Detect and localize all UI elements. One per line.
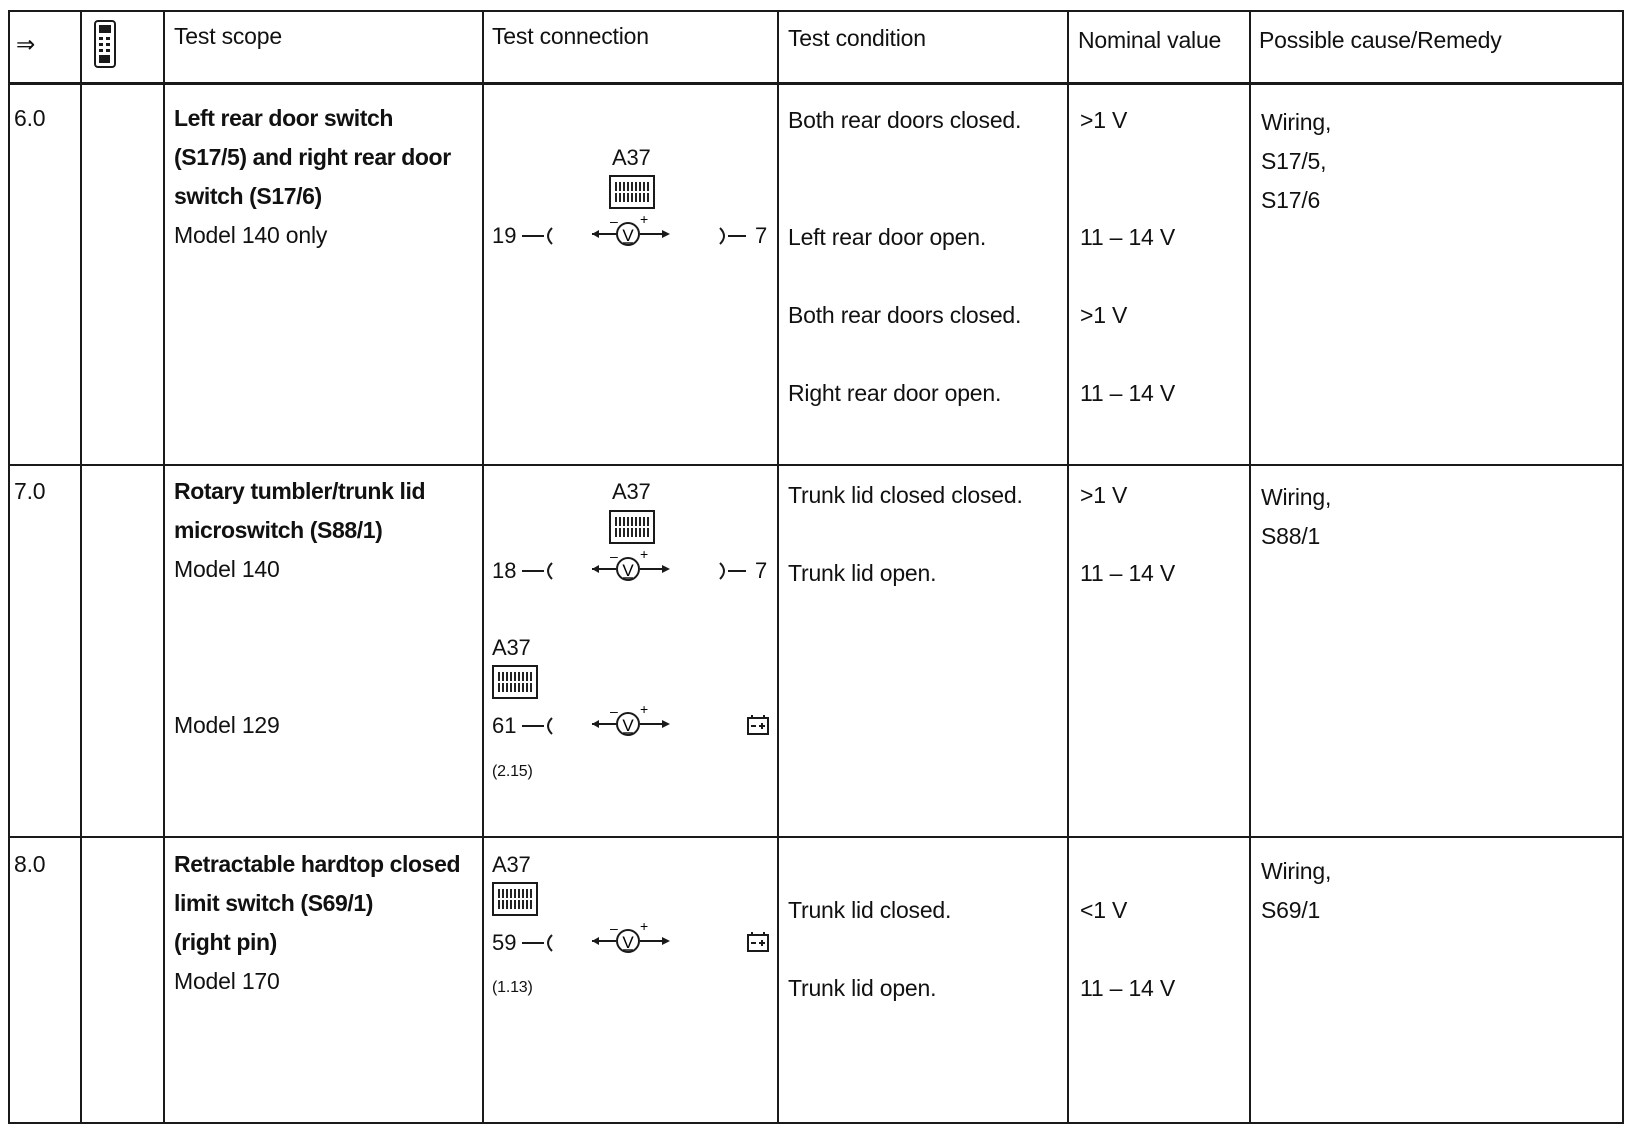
model-note: Model 129	[174, 712, 280, 738]
column-divider	[1249, 10, 1251, 1124]
pin-number: 61	[492, 713, 517, 738]
step-number: 8.0	[14, 851, 46, 877]
nominal-value: >1 V	[1080, 482, 1128, 508]
socket-right-icon	[718, 226, 748, 251]
control-unit-icon	[609, 175, 655, 209]
model-note: Model 140 only	[174, 222, 328, 248]
socket-left-icon	[522, 716, 556, 741]
test-condition: Trunk lid closed.	[788, 897, 952, 923]
test-scope-line: limit switch (S69/1)	[174, 890, 374, 916]
handheld-tester-icon	[92, 20, 118, 73]
column-divider	[8, 10, 10, 1124]
arrow-header: ⇒	[16, 31, 36, 57]
control-unit-icon	[609, 510, 655, 544]
test-scope-line: (right pin)	[174, 929, 277, 955]
nominal-value: 11 – 14 V	[1080, 560, 1175, 586]
nominal-value: >1 V	[1080, 107, 1128, 133]
test-condition: Right rear door open.	[788, 380, 1002, 406]
test-condition: Trunk lid open.	[788, 975, 937, 1001]
control-unit-icon	[492, 665, 538, 699]
voltmeter-icon	[590, 919, 672, 960]
header-test-scope: Test scope	[174, 23, 282, 49]
test-condition: Both rear doors closed.	[788, 302, 1022, 328]
control-unit-label: A37	[492, 852, 531, 877]
svg-text:V: V	[622, 561, 634, 580]
nominal-value: 11 – 14 V	[1080, 975, 1175, 1001]
control-unit-icon	[492, 882, 538, 916]
column-divider	[777, 10, 779, 1124]
svg-text:+: +	[640, 918, 649, 934]
column-divider	[1067, 10, 1069, 1124]
test-condition: Trunk lid open.	[788, 560, 937, 586]
control-unit-label: A37	[612, 479, 651, 504]
pin-number: 18	[492, 558, 517, 583]
test-condition: Trunk lid closed closed.	[788, 482, 1023, 508]
voltmeter-icon	[590, 547, 672, 588]
column-divider	[80, 10, 82, 1124]
svg-text:V: V	[622, 716, 634, 735]
table-bottom-border	[8, 1122, 1622, 1124]
socket-left-icon	[522, 561, 556, 586]
table-top-border	[8, 10, 1622, 12]
svg-text:+: +	[640, 546, 649, 562]
nominal-value: >1 V	[1080, 302, 1128, 328]
nominal-value: 11 – 14 V	[1080, 380, 1175, 406]
socket-left-icon	[522, 226, 556, 251]
header-nominal-value: Nominal value	[1078, 27, 1222, 53]
nominal-value: 11 – 14 V	[1080, 224, 1175, 250]
battery-icon	[746, 931, 770, 958]
reference-note: (2.15)	[492, 763, 533, 780]
test-scope-line: microswitch (S88/1)	[174, 517, 383, 543]
svg-text:+: +	[640, 211, 649, 227]
remedy-line: S17/6	[1261, 187, 1321, 213]
step-number: 7.0	[14, 478, 46, 504]
step-number: 6.0	[14, 105, 46, 131]
remedy-line: Wiring,	[1261, 858, 1332, 884]
test-scope-line: Rotary tumbler/trunk lid	[174, 478, 426, 504]
socket-left-icon	[522, 933, 556, 958]
column-divider	[482, 10, 484, 1124]
test-scope-line: (S17/5) and right rear door	[174, 144, 451, 170]
remedy-line: Wiring,	[1261, 484, 1332, 510]
header-test-connection: Test connection	[492, 23, 649, 49]
remedy-line: S88/1	[1261, 523, 1321, 549]
remedy-line: S69/1	[1261, 897, 1321, 923]
pin-number: 59	[492, 930, 517, 955]
svg-text:V: V	[622, 226, 634, 245]
svg-text:–: –	[610, 703, 618, 719]
header-divider	[8, 82, 1622, 85]
test-condition: Left rear door open.	[788, 224, 987, 250]
model-note: Model 140	[174, 556, 280, 582]
remedy-line: S17/5,	[1261, 148, 1327, 174]
column-divider	[1622, 10, 1624, 1124]
model-note: Model 170	[174, 968, 280, 994]
pin-number: 7	[755, 558, 768, 583]
test-scope-line: Left rear door switch	[174, 105, 394, 131]
voltmeter-icon	[590, 212, 672, 253]
pin-number: 19	[492, 223, 517, 248]
socket-right-icon	[718, 561, 748, 586]
header-test-condition: Test condition	[788, 25, 926, 51]
row-divider	[8, 464, 1622, 466]
svg-text:V: V	[622, 933, 634, 952]
control-unit-label: A37	[492, 635, 531, 660]
header-remedy: Possible cause/Remedy	[1259, 27, 1502, 53]
reference-note: (1.13)	[492, 979, 533, 996]
voltmeter-icon	[590, 702, 672, 743]
test-scope-line: Retractable hardtop closed	[174, 851, 461, 877]
test-scope-line: switch (S17/6)	[174, 183, 322, 209]
battery-icon	[746, 714, 770, 741]
svg-text:+: +	[640, 701, 649, 717]
svg-text:–: –	[610, 920, 618, 936]
test-condition: Both rear doors closed.	[788, 107, 1022, 133]
svg-text:–: –	[610, 548, 618, 564]
column-divider	[163, 10, 165, 1124]
svg-text:–: –	[610, 213, 618, 229]
pin-number: 7	[755, 223, 768, 248]
control-unit-label: A37	[612, 145, 651, 170]
nominal-value: <1 V	[1080, 897, 1128, 923]
row-divider	[8, 836, 1622, 838]
remedy-line: Wiring,	[1261, 109, 1332, 135]
